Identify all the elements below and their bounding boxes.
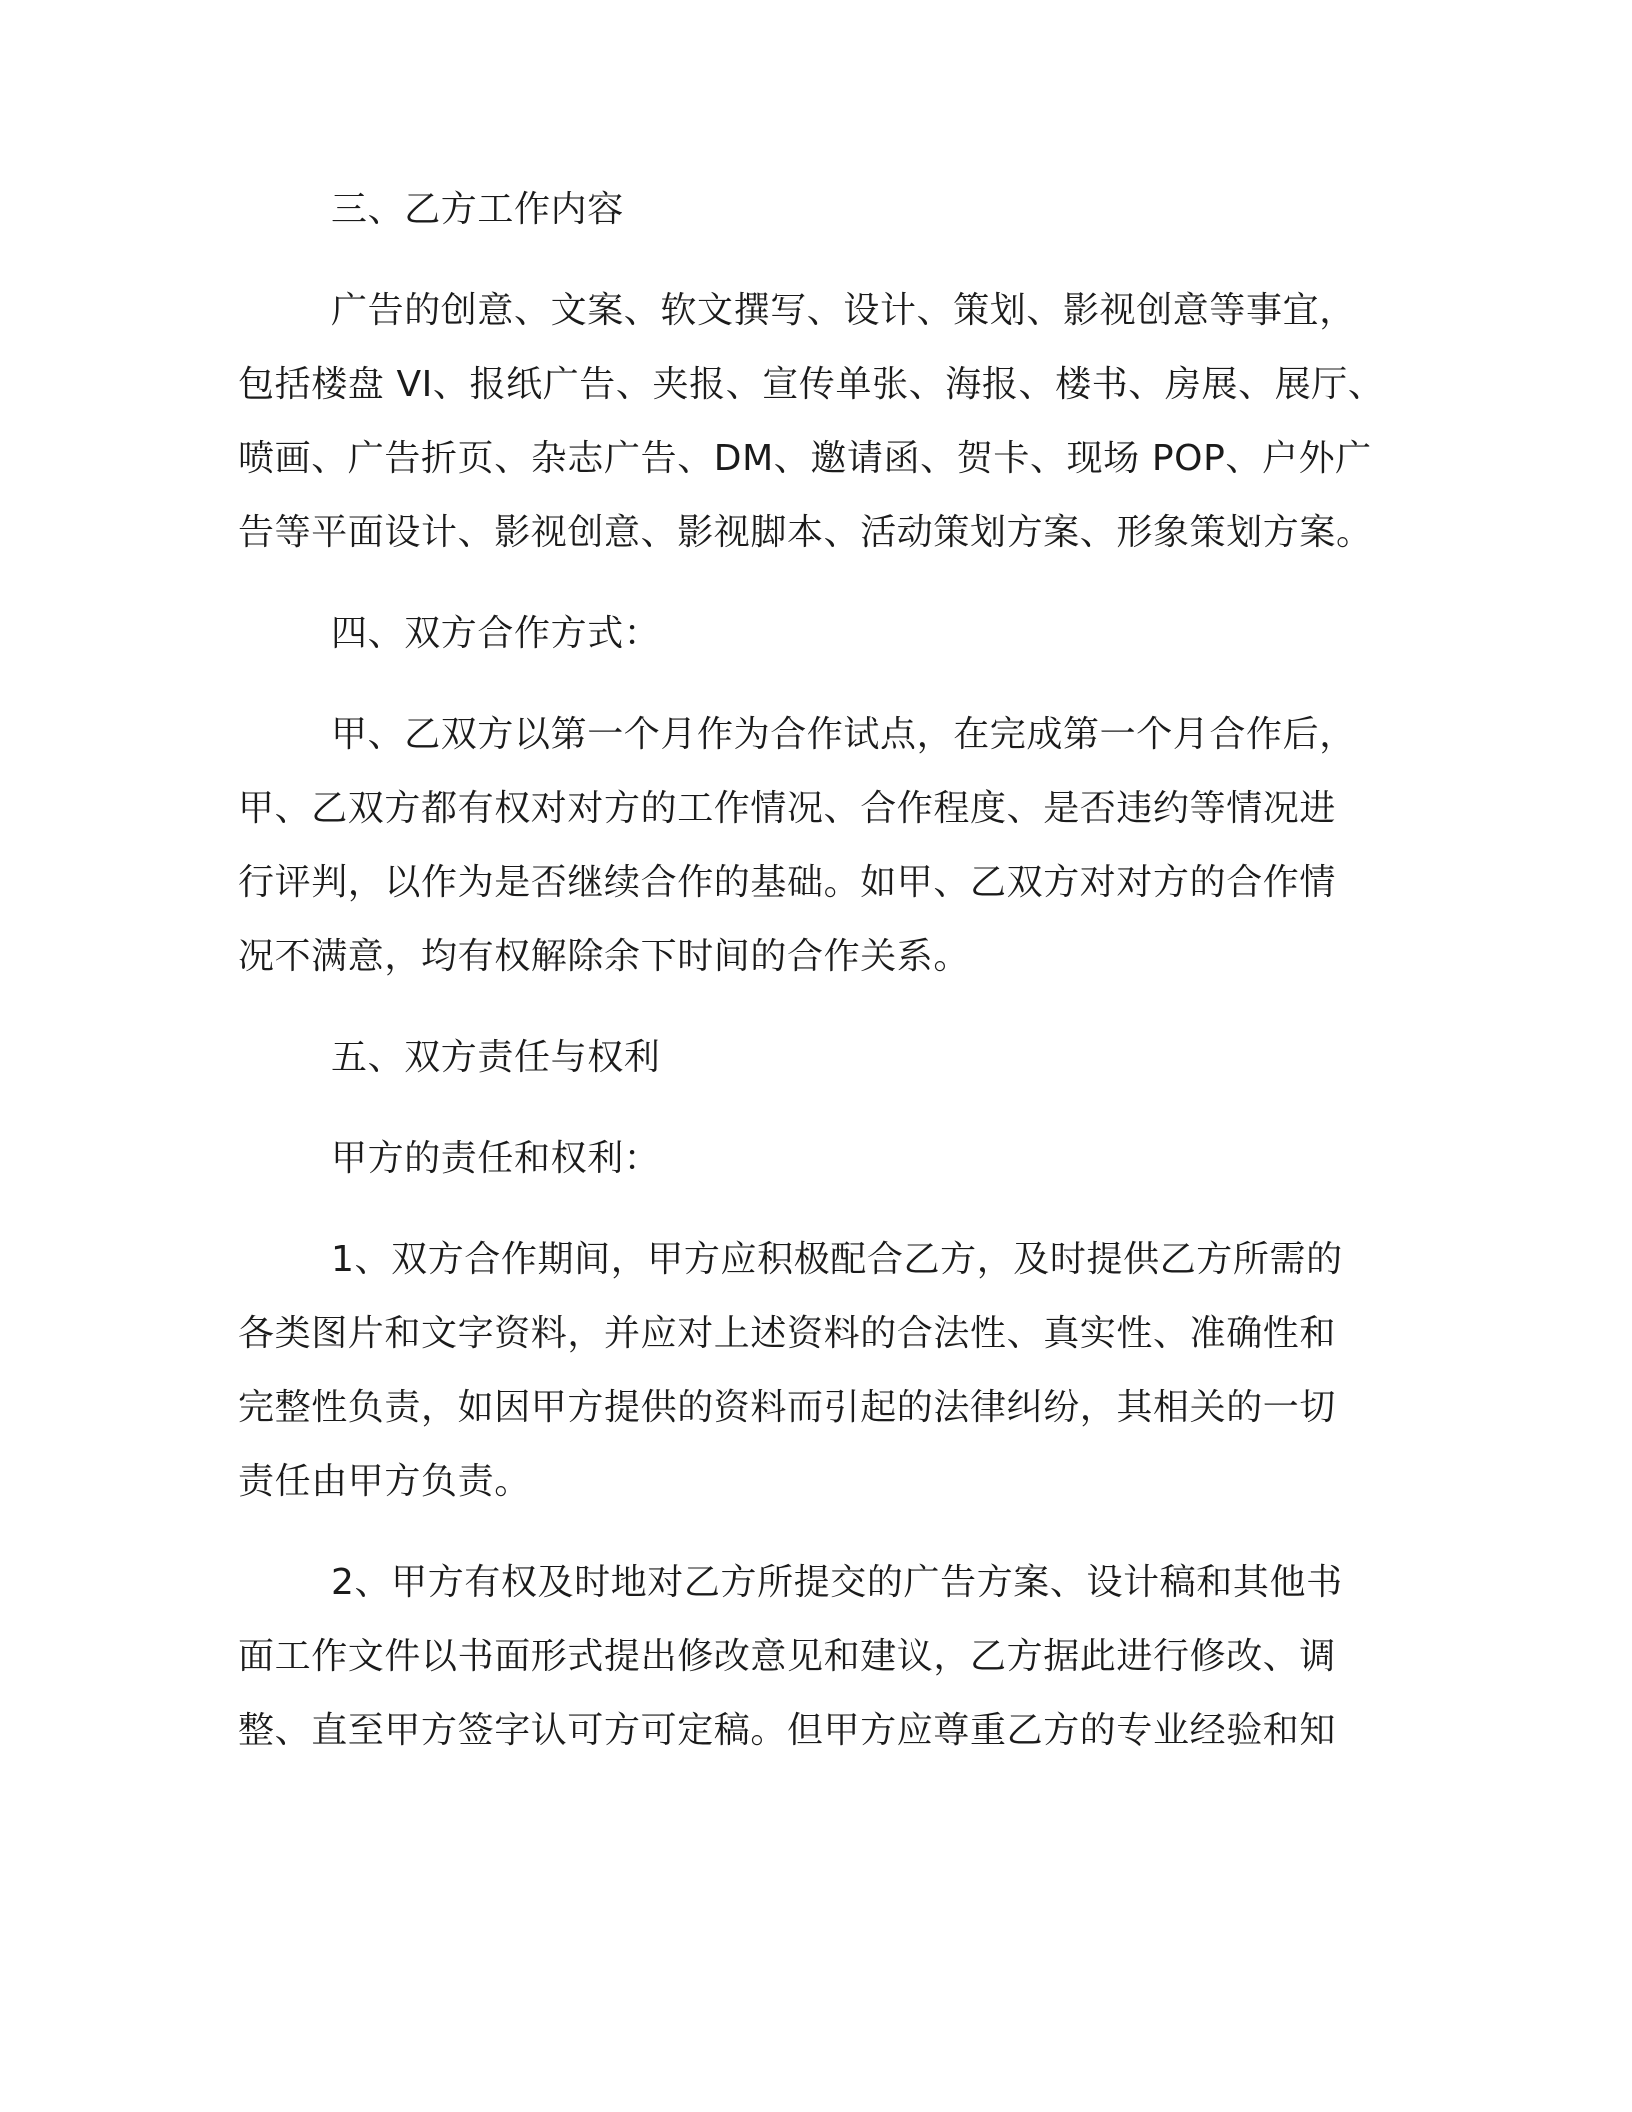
paragraph-line: 包括楼盘 VI、报纸广告、夹报、宣传单张、海报、楼书、房展、展厅、 [238, 364, 1385, 405]
paragraph-line: 完整性负责，如因甲方提供的资料而引起的法律纠纷，其相关的一切 [238, 1387, 1337, 1428]
paragraph-line: 甲、乙双方以第一个月作为合作试点，在完成第一个月合作后， [331, 714, 1356, 755]
paragraph-line: 各类图片和文字资料，并应对上述资料的合法性、真实性、准确性和 [238, 1313, 1337, 1354]
paragraph-line: 责任由甲方负责。 [238, 1461, 531, 1502]
paragraph-line: 告等平面设计、影视创意、影视脚本、活动策划方案、形象策划方案。 [238, 512, 1373, 553]
paragraph-line: 行评判，以作为是否继续合作的基础。如甲、乙双方对对方的合作情 [238, 862, 1337, 903]
section-heading-5 [238, 1021, 1398, 1095]
paragraph-line: 喷画、广告折页、杂志广告、DM、邀请函、贺卡、现场 POP、户外广 [238, 438, 1372, 479]
clause-1 [238, 1223, 1398, 1519]
paragraph-line: 甲、乙双方都有权对对方的工作情况、合作程度、是否违约等情况进 [238, 788, 1337, 829]
heading-text: 四、双方合作方式： [331, 613, 661, 654]
paragraph-line: 1、双方合作期间，甲方应积极配合乙方，及时提供乙方所需的 [331, 1239, 1343, 1280]
paragraph-line: 整、直至甲方签字认可方可定稿。但甲方应尊重乙方的专业经验和知 [238, 1710, 1337, 1751]
heading-text: 甲方的责任和权利： [331, 1138, 661, 1179]
paragraph-work-content [238, 274, 1398, 570]
paragraph-line: 况不满意，均有权解除余下时间的合作关系。 [238, 936, 971, 977]
heading-text: 五、双方责任与权利 [331, 1037, 661, 1078]
paragraph-cooperation-method [238, 698, 1398, 994]
clause-2 [238, 1546, 1398, 1768]
document-body [238, 173, 1398, 1795]
subheading-party-a [238, 1122, 1398, 1196]
paragraph-line: 广告的创意、文案、软文撰写、设计、策划、影视创意等事宜， [331, 290, 1356, 331]
paragraph-line: 2、甲方有权及时地对乙方所提交的广告方案、设计稿和其他书 [331, 1562, 1343, 1603]
section-heading-4 [238, 597, 1398, 671]
section-heading-3 [238, 173, 1398, 247]
heading-text: 三、乙方工作内容 [331, 189, 624, 230]
paragraph-line: 面工作文件以书面形式提出修改意见和建议，乙方据此进行修改、调 [238, 1636, 1337, 1677]
